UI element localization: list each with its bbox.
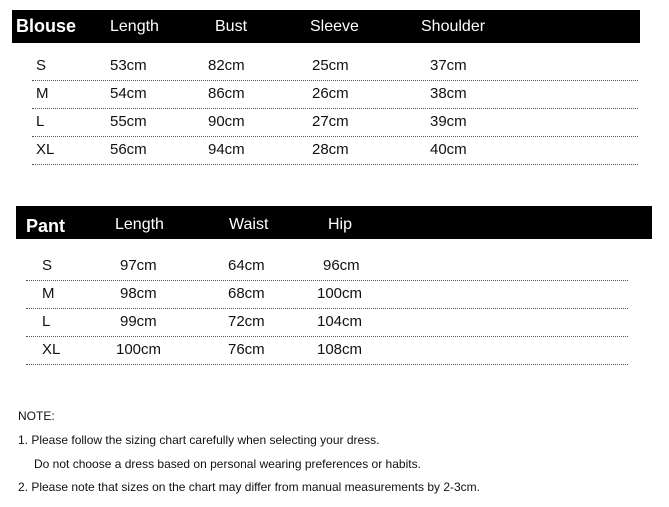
pant-table-header [16, 206, 652, 239]
table-row [32, 108, 638, 137]
blouse-header-shoulder: Shoulder [421, 18, 486, 35]
hip-cell: 96cm [323, 257, 360, 274]
pant-header-label: Pant [26, 216, 66, 236]
table-row [26, 308, 628, 337]
length-cell: 53cm [110, 57, 147, 74]
size-cell: S [36, 57, 47, 74]
shoulder-cell: 39cm [430, 113, 467, 130]
bust-cell: 94cm [208, 141, 245, 158]
shoulder-cell: 38cm [430, 85, 467, 102]
size-cell: S [42, 257, 53, 274]
length-cell: 97cm [120, 257, 157, 274]
blouse-size-table [12, 10, 640, 162]
hip-cell: 104cm [317, 313, 363, 330]
table-row [32, 80, 638, 109]
pant-header-waist: Waist [229, 216, 269, 233]
note-line-1: 1. Please follow the sizing chart carefully when selecting your dress. [18, 433, 380, 447]
table-row [26, 336, 628, 365]
waist-cell: 76cm [228, 341, 265, 358]
waist-cell: 72cm [228, 313, 265, 330]
shoulder-cell: 37cm [430, 57, 467, 74]
sleeve-cell: 25cm [312, 57, 349, 74]
length-cell: 100cm [116, 341, 162, 358]
length-cell: 98cm [120, 285, 157, 302]
shoulder-cell: 40cm [430, 141, 467, 158]
pant-header-length: Length [115, 216, 164, 233]
sleeve-cell: 27cm [312, 113, 349, 130]
blouse-header-label: Blouse [16, 16, 77, 36]
bust-cell: 86cm [208, 85, 245, 102]
pant-header-hip: Hip [328, 216, 353, 233]
sleeve-cell: 26cm [312, 85, 349, 102]
blouse-header-bust: Bust [215, 18, 248, 35]
size-cell: L [42, 313, 51, 330]
size-cell: M [36, 85, 49, 102]
size-cell: XL [36, 141, 55, 158]
hip-cell: 108cm [317, 341, 363, 358]
hip-cell: 100cm [317, 285, 363, 302]
size-cell: L [36, 113, 45, 130]
waist-cell: 64cm [228, 257, 265, 274]
note-line-3: 2. Please note that sizes on the chart may differ from manual measurements by 2-3cm. [18, 480, 480, 494]
table-row [26, 280, 628, 309]
blouse-header-sleeve: Sleeve [310, 18, 359, 35]
table-row [32, 136, 638, 165]
blouse-table-header [12, 10, 640, 43]
length-cell: 54cm [110, 85, 147, 102]
blouse-header-length: Length [110, 18, 159, 35]
pant-size-table [16, 206, 652, 366]
bust-cell: 82cm [208, 57, 245, 74]
bust-cell: 90cm [208, 113, 245, 130]
note-line-2: Do not choose a dress based on personal wearing preferences or habits. [34, 457, 421, 471]
table-row [32, 52, 638, 81]
size-cell: XL [42, 341, 61, 358]
table-row [26, 252, 628, 281]
waist-cell: 68cm [228, 285, 265, 302]
length-cell: 56cm [110, 141, 147, 158]
sleeve-cell: 28cm [312, 141, 349, 158]
length-cell: 55cm [110, 113, 147, 130]
notes-title: NOTE: [18, 409, 55, 423]
length-cell: 99cm [120, 313, 157, 330]
size-cell: M [42, 285, 55, 302]
